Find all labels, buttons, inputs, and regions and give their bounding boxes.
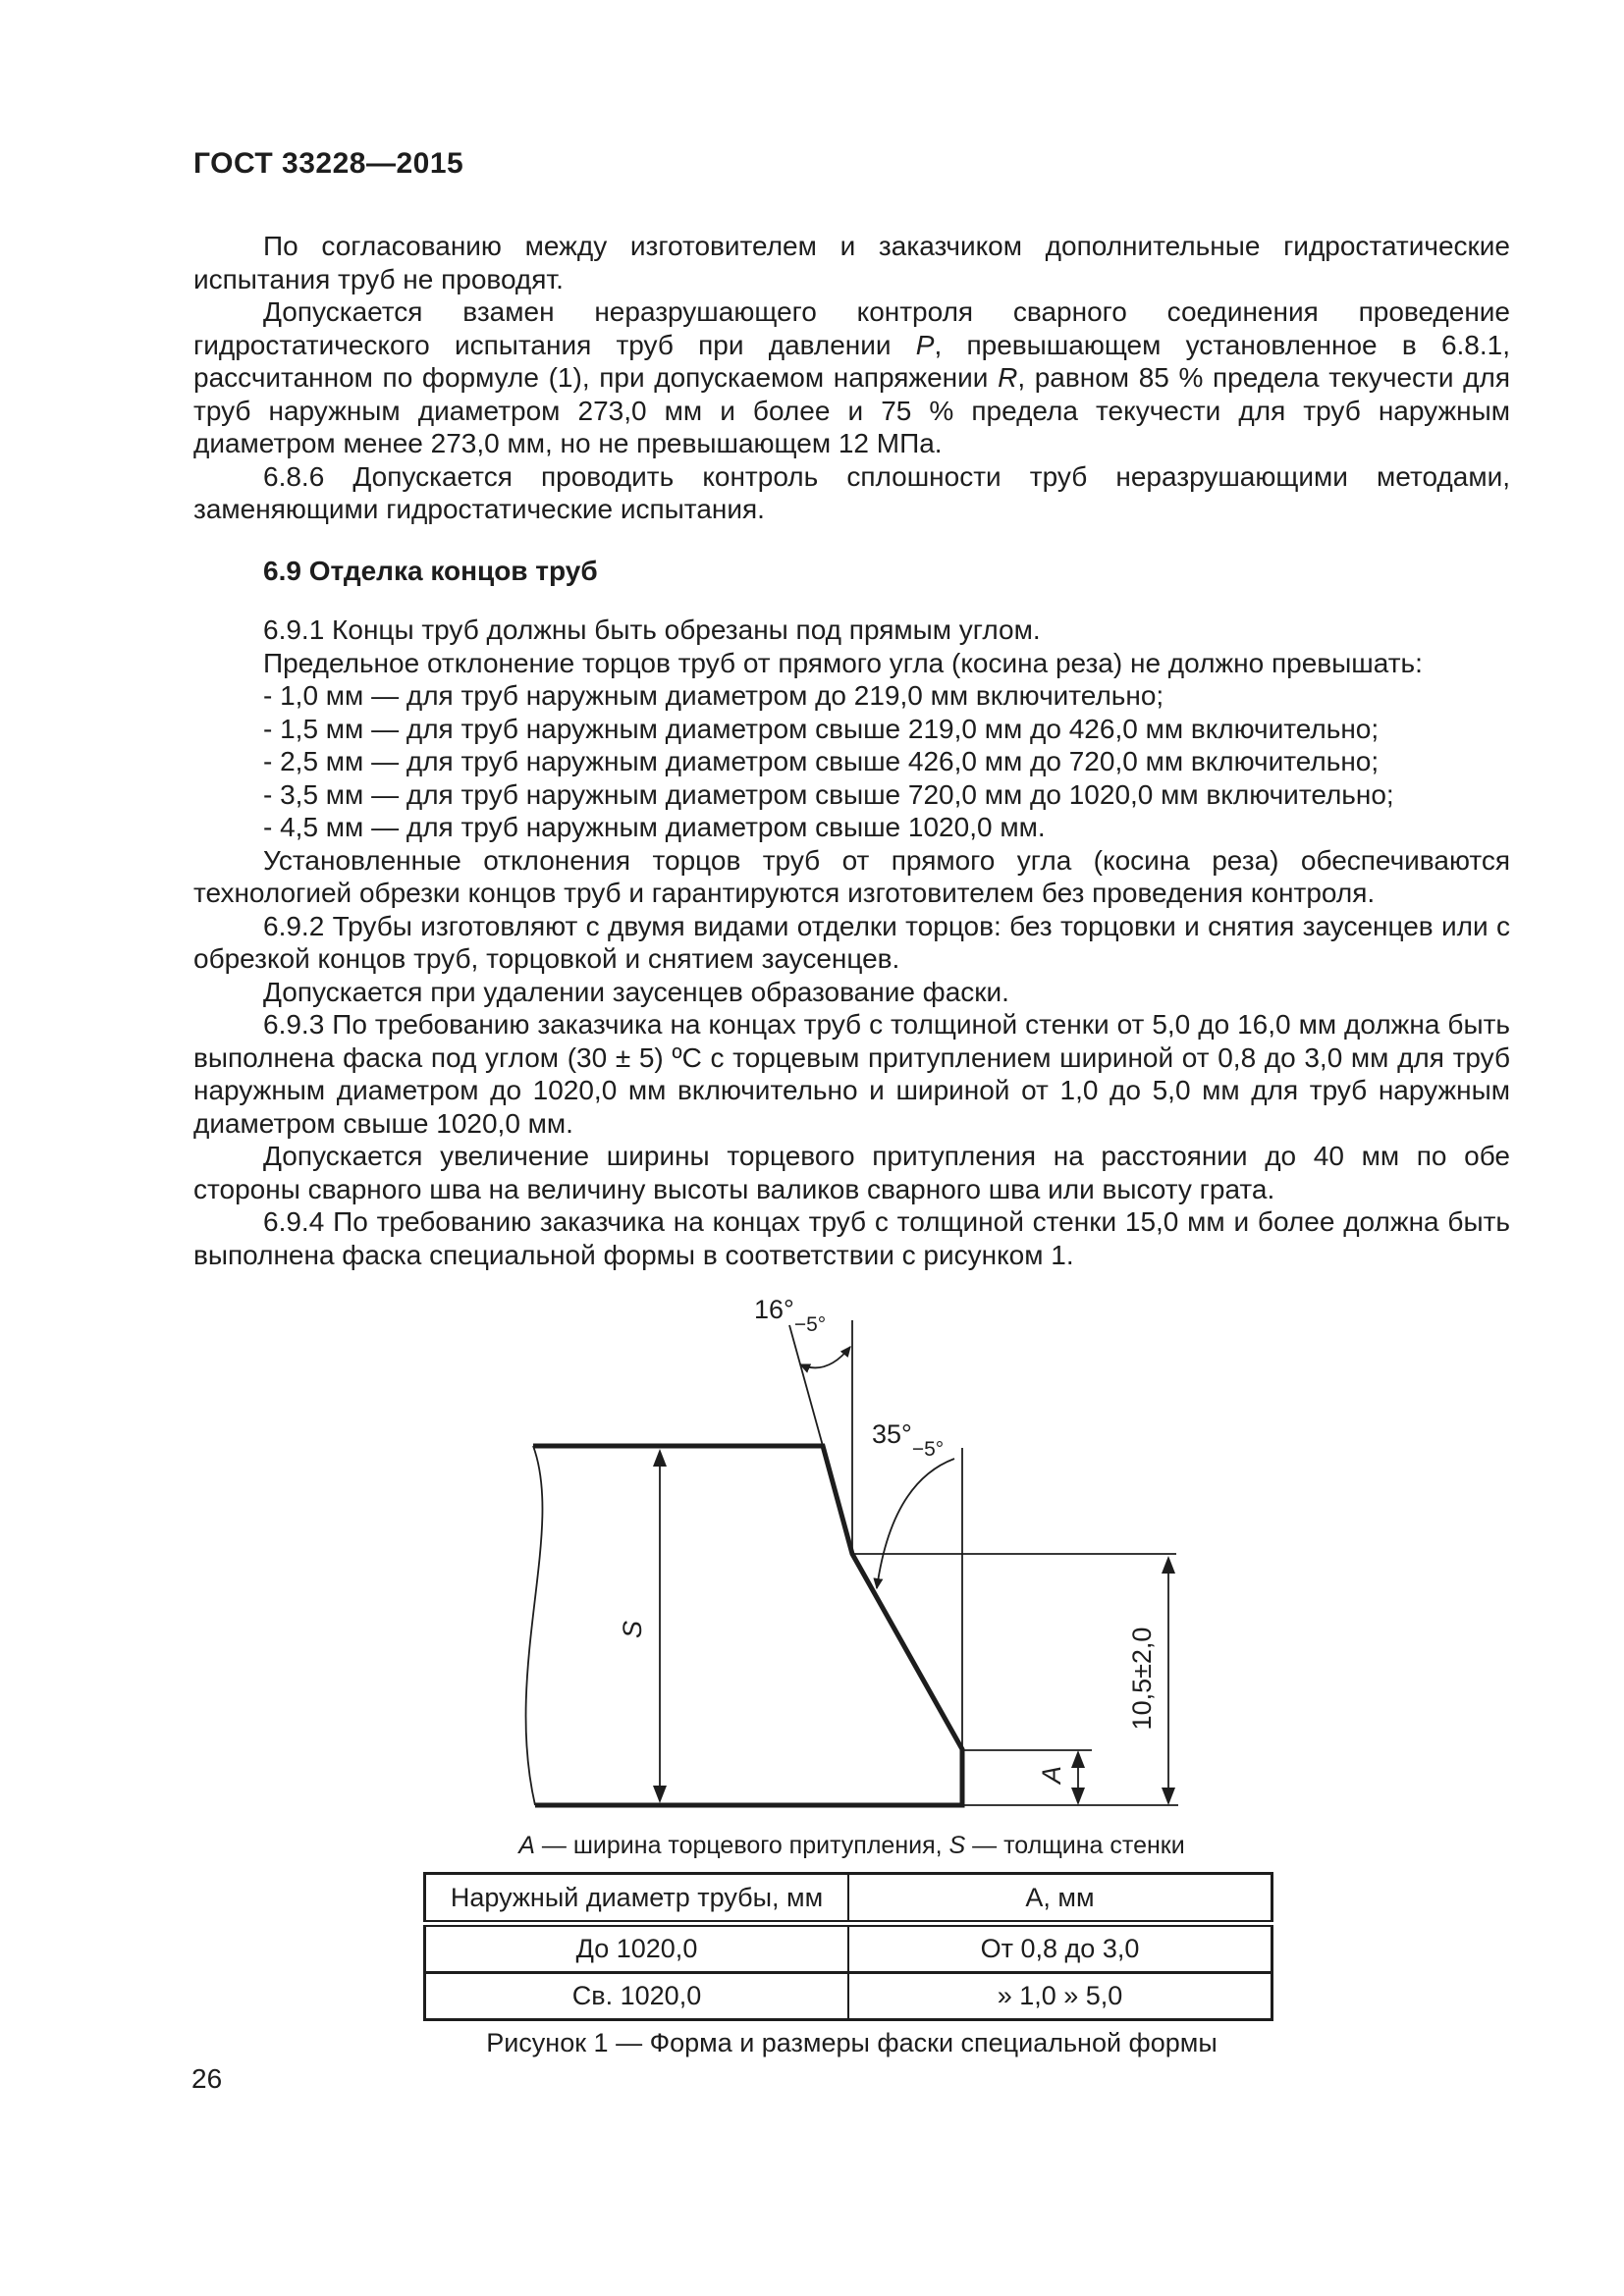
paragraph: 6.9.4 По требованию заказчика на концах труб с толщиной стенки 15,0 мм и более должна быть выполнена фаска специальной формы в соответствии с рисунком 1. xyxy=(193,1206,1510,1270)
document-title: ГОСТ 33228—2015 xyxy=(193,147,464,180)
table-cell: До 1020,0 xyxy=(425,1924,849,1973)
list-item: - 2,5 мм — для труб наружным диаметром свыше 426,0 мм до 720,0 мм включительно; xyxy=(263,746,1380,776)
paragraph: Предельное отклонение торцов труб от прямого угла (косина реза) не должно превышать: xyxy=(263,647,1423,678)
table-row xyxy=(425,1973,1272,2020)
angle-arc-35 xyxy=(877,1459,954,1588)
table-cell: Св. 1020,0 xyxy=(425,1973,849,2020)
list-item: - 4,5 мм — для труб наружным диаметром свыше 1020,0 мм. xyxy=(263,812,1046,842)
figure-table xyxy=(423,1872,1273,2021)
figure-1 xyxy=(442,1247,1227,1836)
arrow-down-icon xyxy=(1071,1788,1085,1805)
arrow-up-icon xyxy=(653,1449,667,1467)
list-item: - 1,0 мм — для труб наружным диаметром до 219,0 мм включительно; xyxy=(263,680,1164,711)
figure-caption: Рисунок 1 — Форма и размеры фаски специальной формы xyxy=(486,2028,1218,2057)
arrow-up-icon xyxy=(1162,1556,1175,1574)
list-item: - 3,5 мм — для труб наружным диаметром свыше 720,0 мм до 1020,0 мм включительно; xyxy=(263,778,1394,810)
paragraph: 6.9.1 Концы труб должны быть обрезаны под прямым углом. xyxy=(263,614,1041,645)
page-number: 26 xyxy=(191,2063,223,2094)
paragraph: По согласованию между изготовителем и заказчиком дополнительные гидростатические испытания труб не проводят. xyxy=(193,231,1510,294)
angle-label-16: $16^\circ_{-5^\circ}$ xyxy=(754,1295,827,1336)
table-row xyxy=(425,1924,1272,1973)
list-item: - 1,5 мм — для труб наружным диаметром свыше 219,0 мм до 426,0 мм включительно; xyxy=(263,713,1380,744)
paragraph: Допускается взамен неразрушающего контроля сварного соединения проведение гидростатического испытания труб при давлении P, превышающем установленное в 6.8.1, рассчитанном по формуле (1), при допускаемом напряжении R, равном 85 % предела текучести для труб наружным диаметром 273,0 мм и более и 75 % предела текучести для труб наружным диаметром менее 273,0 мм, но не превышающем 12 МПа. xyxy=(193,296,1511,458)
paragraph: Установленные отклонения торцов труб от прямого угла (косина реза) обеспечиваются технологией обрезки концов труб и гарантируются изготовителем без проведения контроля. xyxy=(193,844,1510,908)
table-header-row xyxy=(425,1874,1272,1924)
wall-thickness-label: S xyxy=(618,1620,647,1639)
pipe-profile xyxy=(533,1446,962,1805)
chamfer-diagram xyxy=(442,1247,1227,1836)
arrow-down-icon xyxy=(1162,1788,1175,1805)
arrow-down-icon xyxy=(653,1786,667,1803)
break-line xyxy=(526,1446,543,1805)
paragraph: Допускается при удалении заусенцев образование фаски. xyxy=(263,976,1009,1007)
bevel-extension-line xyxy=(789,1325,823,1446)
section-heading: 6.9 Отделка концов труб xyxy=(263,555,598,586)
paragraph: Допускается увеличение ширины торцевого притупления на расстоянии до 40 мм по обе стороны сварного шва на величину высоты валиков сварного шва или высоту грата. xyxy=(193,1141,1510,1204)
paragraph: 6.9.2 Трубы изготовляют с двумя видами отделки торцов: без торцовки и снятия заусенцев или с обрезкой концов труб, торцовкой и снятием заусенцев. xyxy=(193,910,1510,974)
angle-arc-16 xyxy=(800,1347,850,1367)
angle-label-35: $35^\circ_{-5^\circ}$ xyxy=(872,1419,945,1461)
blunting-width-label: А xyxy=(1037,1765,1066,1785)
table-cell: » 1,0 » 5,0 xyxy=(848,1973,1272,2020)
table-cell: От 0,8 до 3,0 xyxy=(848,1924,1272,1973)
height-dimension-label: 10,5±2,0 xyxy=(1127,1627,1157,1731)
paragraph: 6.8.6 Допускается проводить контроль сплошности труб неразрушающими методами, заменяющими гидростатические испытания. xyxy=(193,460,1510,524)
arrow-up-icon xyxy=(1071,1750,1085,1768)
body-text xyxy=(193,230,1510,1271)
figure-legend: А — ширина торцевого притупления, S — толщина стенки xyxy=(518,1832,1185,1859)
column-header: А, мм xyxy=(848,1874,1272,1924)
paragraph: 6.9.3 По требованию заказчика на концах труб с толщиной стенки от 5,0 до 16,0 мм должна быть выполнена фаска под углом (30 ± 5) ºС с торцевым притуплением шириной от 0,8 до 3,0 мм для труб наружным диаметром до 1020,0 мм включительно и шириной от 1,0 до 5,0 мм для труб наружным диаметром свыше 1020,0 мм. xyxy=(193,1009,1510,1139)
column-header: Наружный диаметр трубы, мм xyxy=(425,1874,849,1924)
